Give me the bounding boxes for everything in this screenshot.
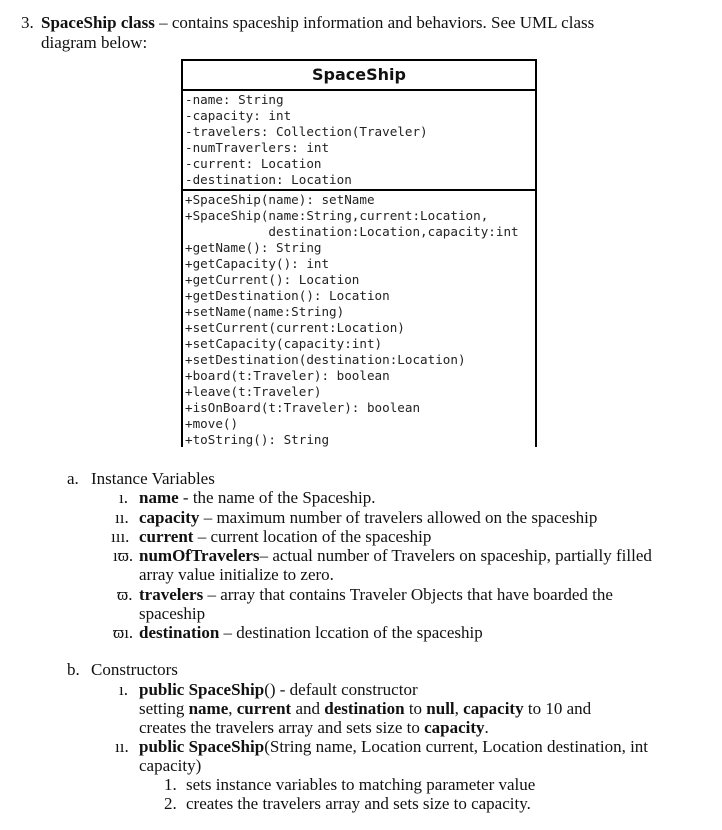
constructor-params: (String name, Location current, Location destination, int [264,737,649,756]
section-heading [41,13,594,33]
variable-description: – current location of the spaceship [193,527,432,546]
uml-operations [183,191,535,448]
uml-operation: +getCapacity(): int [185,256,330,271]
variable-name: name [139,488,179,507]
uml-attribute: -travelers: Collection(Traveler) [185,124,428,139]
constructor-params-cont: capacity) [139,756,202,775]
uml-operation: +board(t:Traveler): boolean [185,368,390,383]
instance-variable-item [139,508,597,528]
list-marker: ıı. [115,508,129,527]
uml-attributes [183,91,535,191]
step-text: sets instance variables to matching parameter value [186,775,536,794]
uml-operation: +getName(): String [185,240,322,255]
instance-variable-item [139,527,431,547]
variable-description: – destination lccation of the spaceship [219,623,483,642]
keyword: destination [324,699,405,718]
variable-name: destination [139,623,220,642]
instance-variable-item [139,623,483,643]
class-title: SpaceShip class [41,13,155,32]
keyword: name [188,699,229,718]
list-marker: ııı. [111,527,130,546]
list-marker: ıϖ. [113,546,134,565]
uml-operation: +SpaceShip(name:String,current:Location, [185,208,489,223]
constructor-detail [139,718,489,738]
variable-description: - the name of the Spaceship. [178,488,376,507]
variable-description: – array that contains Traveler Objects that have boarded the [203,585,613,604]
constructor-signature [139,680,418,700]
uml-operation: +move() [185,416,239,431]
instance-variable-item [139,488,376,508]
step-text: creates the travelers array and sets size to capacity. [186,794,531,813]
variable-description-cont: spaceship [139,604,206,623]
variable-name: travelers [139,585,204,604]
uml-operation: +toString(): String [185,432,330,447]
uml-operation: +getDestination(): Location [185,288,390,303]
uml-class-diagram [181,59,537,447]
uml-attribute: -capacity: int [185,108,292,123]
uml-operation: +leave(t:Traveler) [185,384,322,399]
step-marker: 1. [164,775,177,794]
uml-attribute: -destination: Location [185,172,352,187]
keyword: capacity [463,699,524,718]
constructor-signature [139,737,648,757]
variable-name: numOfTravelers [139,546,260,565]
list-marker: ϖı. [113,623,134,642]
keyword: capacity [424,718,485,737]
text: . [484,718,489,737]
constructor-desc: () - default constructor [264,680,418,699]
text: , [454,699,464,718]
section-number: 3. [21,13,34,32]
variable-description: – actual number of Travelers on spaceship, partially filled [259,546,652,565]
variable-name: current [139,527,194,546]
uml-attribute: -current: Location [185,156,322,171]
text: creates the travelers array and sets size to [139,718,425,737]
section-a-title: Instance Variables [91,469,215,488]
list-marker: ı. [119,680,128,699]
class-description: – contains spaceship information and behaviors. See UML class [154,13,595,32]
keyword: null [426,699,455,718]
uml-operation: +getCurrent(): Location [185,272,360,287]
uml-operation: +isOnBoard(t:Traveler): boolean [185,400,421,415]
text: to 10 and [523,699,592,718]
uml-attribute: -numTraverlers: int [185,140,330,155]
uml-attribute: -name: String [185,92,284,107]
uml-operation: +setCapacity(capacity:int) [185,336,383,351]
keyword: current [236,699,292,718]
variable-description: – maximum number of travelers allowed on the spaceship [199,508,598,527]
section-b-marker: b. [67,660,80,679]
section-b-title: Constructors [91,660,178,679]
uml-operation: +setDestination(destination:Location) [185,352,466,367]
instance-variable-item [139,546,652,566]
variable-description-cont: array value initialize to zero. [139,565,334,584]
uml-operation: +setCurrent(current:Location) [185,320,405,335]
constructor-detail [139,699,591,719]
constructor-name: public SpaceShip [139,680,265,699]
variable-name: capacity [139,508,200,527]
text: , [228,699,237,718]
uml-class-name: SpaceShip [183,61,535,91]
list-marker: ϖ. [117,585,133,604]
class-description-cont: diagram below: [41,33,148,52]
text: setting [139,699,189,718]
list-marker: ıı. [115,737,129,756]
uml-operation: +SpaceShip(name): setName [185,192,375,207]
uml-operation: destination:Location,capacity:int [185,224,519,239]
text: and [291,699,325,718]
constructor-name: public SpaceShip [139,737,265,756]
uml-operation: +setName(name:String) [185,304,345,319]
instance-variable-item [139,585,613,605]
text: to [404,699,427,718]
step-marker: 2. [164,794,177,813]
section-a-marker: a. [67,469,79,488]
list-marker: ı. [119,488,128,507]
